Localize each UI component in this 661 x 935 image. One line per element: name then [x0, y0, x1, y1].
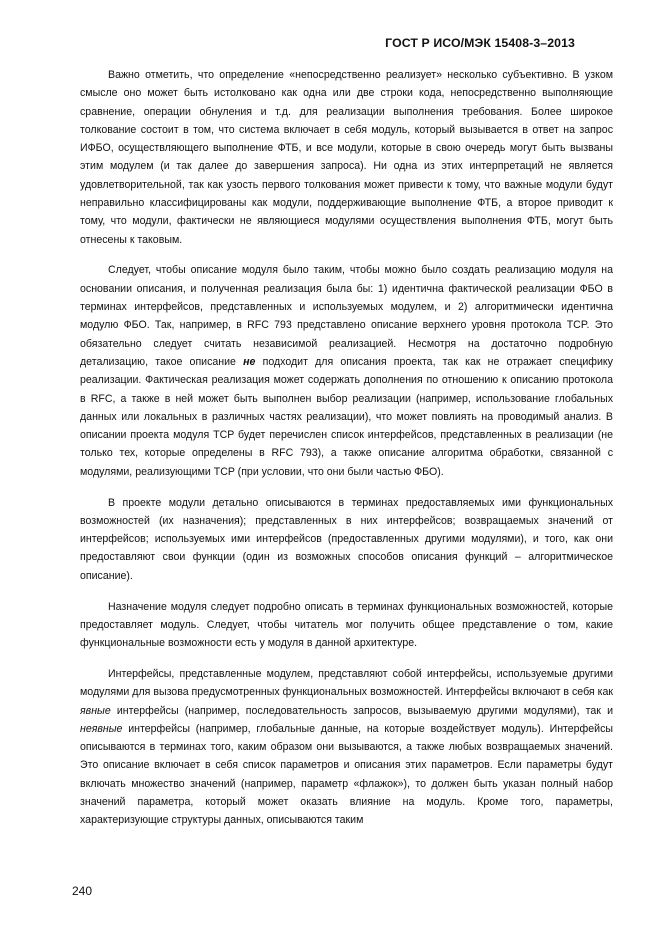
paragraph-2-part-1: Следует, чтобы описание модуля было таким, чтобы можно было создать реализацию модуля на основании описания, и полученная реализация была бы: 1) идентична фактической реализации ФБО в терминах интерфейсов, представленных и используемых модулем, и 2) алгоритмически идентична модулю ФБО. Так, например, в RFC 793 представлено описание верхнего уровня протокола TCP. Это обязательно следует считать независимой реализацией. Несмотря на достаточно подробную детализацию, такое описание — [80, 264, 613, 368]
italic-explicit: явные — [80, 704, 111, 717]
document-header: ГОСТ Р ИСО/МЭК 15408-3–2013 — [385, 36, 575, 50]
paragraph-5 — [80, 665, 613, 830]
body-text — [80, 66, 613, 842]
paragraph-5-part-2: интерфейсы (например, последовательность запросов, вызываемую другими модулями), так и — [110, 704, 613, 717]
paragraph-5-part-3: интерфейсы (например, глобальные данные, на которые воздействует модуль). Интерфейсы описываются в терминах того, каким образом они вызываются, а также любых возвращаемых значений. Это описание включает в себя список параметров и описания этих параметров. Если параметры будут включать множество значений (например, параметр «флажок»), то должен быть указан полный набор значений параметра, который может оказать влияние на модуль. Кроме того, параметры, характеризующие структуры данных, описываются таким — [80, 722, 613, 827]
italic-implicit: неявные — [80, 722, 123, 735]
paragraph-1: Важно отметить, что определение «непосредственно реализует» несколько субъективно. В узком смысле оно может быть истолковано как одна или две строки кода, непосредственно выполняющие сравнение, операции обнуления и т.д. для реализации выполнения требования. Более широкое толкование состоит в том, что система включает в себя модуль, который вызывается в ответ на запрос ИФБО, осуществляющего выполнение ФТБ, и все модули, которые в свою очередь могут быть вызваны этим модулем (и так далее до завершения запроса). Ни одна из этих интерпретаций не является удовлетворительной, так как узость первого толкования может привести к тому, что важные модули будут неправильно классифицированы как модули, поддерживающие выполнение ФТБ, а второе приводит к тому, что модули, фактически не являющиеся модулями осуществления выполнения ФТБ, могут быть отнесены к таковым. — [80, 69, 613, 246]
emphasis-not: не — [243, 355, 256, 368]
page-number: 240 — [72, 884, 93, 898]
paragraph-2-part-2: подходит для описания проекта, так как не отражает специфику реализации. Фактическая реализация может содержать дополнения по отношению к описанию протокола в RFC, а также в ней может быть выполнен выбор реализации (например, использование глобальных данных или локальных в различных частях реализации), что может повлиять на проводимый анализ. В описании проекта модуля TCP будет перечислен список интерфейсов, представленных в реализации (не только тех, которые определены в RFC 793), а также описание алгоритма обработки, связанной с модулями, реализующими TCP (при условии, что они были частью ФБО). — [80, 355, 613, 478]
paragraph-4: Назначение модуля следует подробно описать в терминах функциональных возможностей, которые предоставляет модуль. Следует, чтобы читатель мог получить общее представление о том, какие функциональные возможности есть у модуля в данной архитектуре. — [80, 600, 613, 650]
paragraph-2 — [80, 261, 613, 481]
paragraph-3: В проекте модули детально описываются в терминах предоставляемых ими функциональных возможностей (их назначения); представленных в них интерфейсов; возвращаемых значений от интерфейсов; используемых ими интерфейсов (предоставленных другими модулями), и того, как они предоставляют свои функции (один из возможных способов описания функций – алгоритмическое описание). — [80, 496, 613, 582]
paragraph-5-part-1: Интерфейсы, представленные модулем, представляют собой интерфейсы, используемые другими модулями для вызова предусмотренных функциональных возможностей. Интерфейсы включают в себя как — [80, 667, 613, 699]
